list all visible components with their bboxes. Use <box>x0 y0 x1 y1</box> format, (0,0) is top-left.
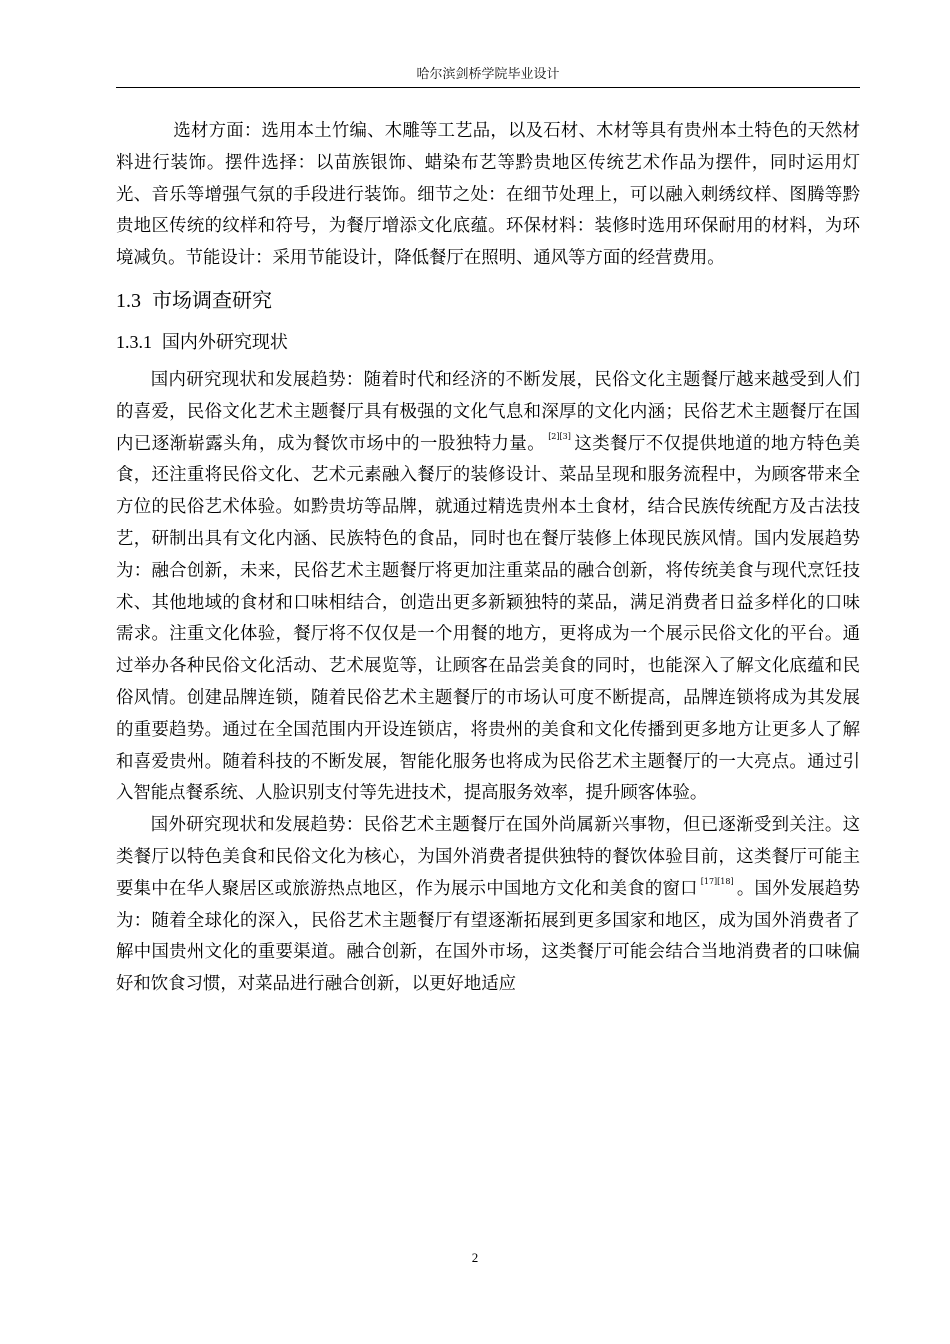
subsection-title: 国内外研究现状 <box>161 331 288 353</box>
paragraph-domestic-text-b: 这类餐厅不仅提供地道的地方特色美食，还注重将民俗文化、艺术元素融入餐厅的装修设计、菜品呈现和服务流程中，为顾客带来全方位的民俗艺术体验。如黔贵坊等品牌，就通过精选贵州本土食材，结合民族传统配方及古法技艺，研制出具有文化内涵、民族特色的食品，同时也在餐厅装修上体现民族风情。国内发展趋势为：融合创新，未来，民俗艺术主题餐厅将更加注重菜品的融合创新，将传统美食与现代烹饪技术、其他地域的食材和口味相结合，创造出更多新颖独特的菜品，满足消费者日益多样化的口味需求。注重文化体验，餐厅将不仅仅是一个用餐的地方，更将成为一个展示民俗文化的平台。通过举办各种民俗文化活动、艺术展览等，让顾客在品尝美食的同时，也能深入了解文化底蕴和民俗风情。创建品牌连锁，随着民俗艺术主题餐厅的市场认可度不断提高，品牌连锁将成为其发展的重要趋势。通过在全国范围内开设连锁店，将贵州的美食和文化传播到更多地方让更多人了解和喜爱贵州。随着科技的不断发展，智能化服务也将成为民俗艺术主题餐厅的一大亮点。通过引入智能点餐系统、人脸识别支付等先进技术，提高服务效率，提升顾客体验。 <box>116 433 860 804</box>
paragraph-domestic-research <box>116 365 860 810</box>
section-title: 市场调查研究 <box>152 287 272 312</box>
section-number: 1.3 <box>116 289 141 312</box>
page-header: 哈尔滨剑桥学院毕业设计 <box>416 67 560 82</box>
citation-17-18: [17][18] <box>700 876 734 886</box>
document-body <box>116 116 860 1001</box>
section-heading <box>116 283 860 321</box>
paragraph-materials: 选材方面：选用本土竹编、木雕等工艺品，以及石材、木材等具有贵州本土特色的天然材料进行装饰。摆件选择：以苗族银饰、蜡染布艺等黔贵地区传统艺术作品为摆件，同时运用灯光、音乐等增强气氛的手段进行装饰。细节之处：在细节处理上，可以融入刺绣纹样、图腾等黔贵地区传统的纹样和符号，为餐厅增添文化底蕴。环保材料：装修时选用环保耐用的材料，为环境减负。节能设计：采用节能设计，降低餐厅在照明、通风等方面的经营费用。 <box>116 121 860 269</box>
paragraph-domestic-text-a: 国内研究现状和发展趋势：随着时代和经济的不断发展，民俗文化主题餐厅越来越受到人们的喜爱，民俗文化艺术主题餐厅具有极强的文化气息和深厚的文化内涵；民俗艺术主题餐厅在国内已逐渐崭露头角，成为餐饮市场中的一股独特力量。 <box>116 369 860 454</box>
page-number: 2 <box>471 1250 479 1265</box>
citation-2-3: [2][3] <box>548 431 571 441</box>
paragraph-foreign-research <box>116 810 860 1001</box>
subsection-number: 1.3.1 <box>116 331 152 352</box>
subsection-heading <box>116 325 860 363</box>
header-divider <box>116 87 860 88</box>
paragraph-foreign-text-b: 。国外发展趋势为：随着全球化的深入，民俗艺术主题餐厅有望逐渐拓展到更多国家和地区，成为国外消费者了解中国贵州文化的重要渠道。融合创新，在国外市场，这类餐厅可能会结合当地消费者的口味偏好和饮食习惯，对菜品进行融合创新，以更好地适应 <box>116 878 860 995</box>
paragraph-foreign-text-a: 国外研究现状和发展趋势：民俗艺术主题餐厅在国外尚属新兴事物，但已逐渐受到关注。这类餐厅以特色美食和民俗文化为核心，为国外消费者提供独特的餐饮体验目前，这类餐厅可能主要集中在华人聚居区或旅游热点地区，作为展示中国地方文化和美食的窗口 <box>116 815 860 899</box>
